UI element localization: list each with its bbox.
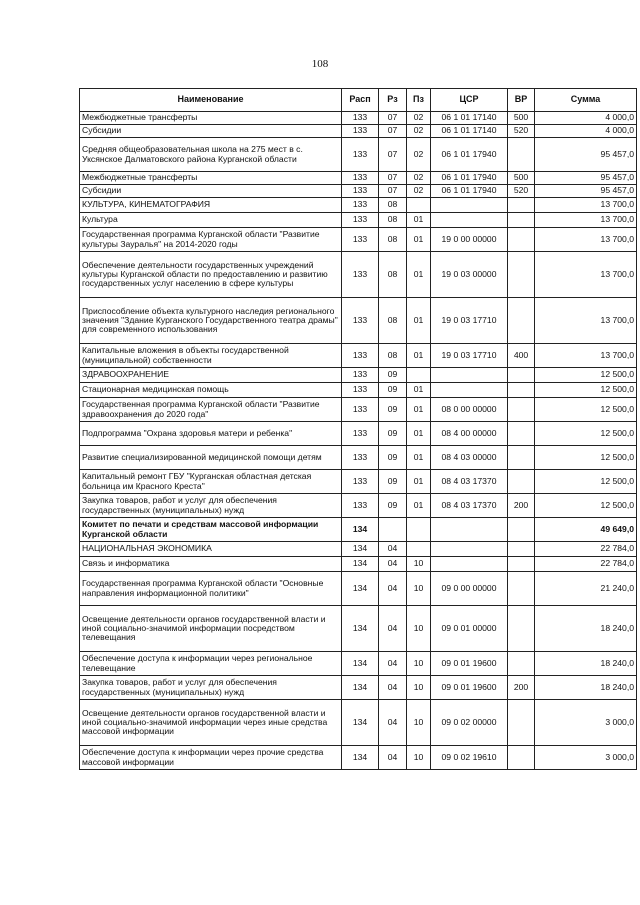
cell-sum: 18 240,0 bbox=[535, 676, 637, 700]
cell-vr bbox=[508, 542, 535, 557]
cell-csr: 08 4 03 17370 bbox=[431, 470, 508, 494]
cell-name: Капитальные вложения в объекты государственной (муниципальной) собственности bbox=[80, 344, 342, 368]
cell-sum: 12 500,0 bbox=[535, 494, 637, 518]
cell-rasp: 134 bbox=[342, 542, 379, 557]
cell-rasp: 134 bbox=[342, 518, 379, 542]
cell-rz: 04 bbox=[379, 557, 407, 572]
cell-name: Связь и информатика bbox=[80, 557, 342, 572]
table-row bbox=[80, 125, 637, 138]
table-row bbox=[80, 344, 637, 368]
cell-name: Государственная программа Курганской области "Основные направления информационной политики" bbox=[80, 572, 342, 606]
cell-rz: 04 bbox=[379, 542, 407, 557]
cell-name: Развитие специализированной медицинской помощи детям bbox=[80, 446, 342, 470]
cell-pz bbox=[407, 198, 431, 213]
cell-sum: 18 240,0 bbox=[535, 606, 637, 652]
cell-csr bbox=[431, 557, 508, 572]
cell-rasp: 133 bbox=[342, 344, 379, 368]
cell-pz: 10 bbox=[407, 606, 431, 652]
cell-rz: 04 bbox=[379, 606, 407, 652]
cell-sum: 95 457,0 bbox=[535, 138, 637, 172]
cell-csr: 06 1 01 17940 bbox=[431, 172, 508, 185]
column-header-rz: Рз bbox=[379, 89, 407, 112]
table-row bbox=[80, 112, 637, 125]
cell-vr bbox=[508, 252, 535, 298]
cell-name: Межбюджетные трансферты bbox=[80, 172, 342, 185]
cell-sum: 12 500,0 bbox=[535, 368, 637, 383]
cell-rz: 08 bbox=[379, 228, 407, 252]
cell-rasp: 133 bbox=[342, 252, 379, 298]
cell-name: Закупка товаров, работ и услуг для обеспечения государственных (муниципальных) нужд bbox=[80, 494, 342, 518]
cell-vr bbox=[508, 298, 535, 344]
cell-rz: 04 bbox=[379, 652, 407, 676]
cell-csr bbox=[431, 213, 508, 228]
cell-pz: 02 bbox=[407, 172, 431, 185]
table-body bbox=[80, 112, 637, 770]
cell-rasp: 133 bbox=[342, 298, 379, 344]
cell-name: Комитет по печати и средствам массовой информации Курганской области bbox=[80, 518, 342, 542]
table-row bbox=[80, 652, 637, 676]
cell-rz: 09 bbox=[379, 422, 407, 446]
cell-pz: 01 bbox=[407, 298, 431, 344]
cell-sum: 21 240,0 bbox=[535, 572, 637, 606]
cell-name: Обеспечение доступа к информации через прочие средства массовой информации bbox=[80, 746, 342, 770]
cell-rz: 09 bbox=[379, 383, 407, 398]
cell-vr bbox=[508, 700, 535, 746]
page-number: 108 bbox=[311, 58, 329, 70]
cell-rz: 08 bbox=[379, 213, 407, 228]
cell-pz: 10 bbox=[407, 700, 431, 746]
cell-rz: 04 bbox=[379, 572, 407, 606]
cell-name: Капитальный ремонт ГБУ "Курганская областная детская больница им Красного Креста" bbox=[80, 470, 342, 494]
cell-vr bbox=[508, 518, 535, 542]
cell-pz: 02 bbox=[407, 125, 431, 138]
table-row bbox=[80, 700, 637, 746]
column-header-pz: Пз bbox=[407, 89, 431, 112]
column-header-sum: Сумма bbox=[535, 89, 637, 112]
cell-name: Государственная программа Курганской области "Развитие здравоохранения до 2020 года" bbox=[80, 398, 342, 422]
table-row bbox=[80, 228, 637, 252]
cell-rasp: 134 bbox=[342, 746, 379, 770]
cell-vr bbox=[508, 368, 535, 383]
cell-csr bbox=[431, 368, 508, 383]
cell-pz: 01 bbox=[407, 344, 431, 368]
cell-csr: 08 0 00 00000 bbox=[431, 398, 508, 422]
cell-vr bbox=[508, 398, 535, 422]
cell-vr bbox=[508, 138, 535, 172]
cell-name: Субсидии bbox=[80, 125, 342, 138]
table-row bbox=[80, 368, 637, 383]
cell-name: Культура bbox=[80, 213, 342, 228]
cell-pz: 10 bbox=[407, 676, 431, 700]
column-header-csr: ЦСР bbox=[431, 89, 508, 112]
cell-name: Обеспечение доступа к информации через региональное телевещание bbox=[80, 652, 342, 676]
cell-csr: 19 0 00 00000 bbox=[431, 228, 508, 252]
cell-sum: 3 000,0 bbox=[535, 746, 637, 770]
cell-vr bbox=[508, 422, 535, 446]
cell-rz: 04 bbox=[379, 676, 407, 700]
cell-rasp: 133 bbox=[342, 138, 379, 172]
cell-sum: 13 700,0 bbox=[535, 228, 637, 252]
cell-pz: 10 bbox=[407, 652, 431, 676]
cell-csr: 06 1 01 17140 bbox=[431, 112, 508, 125]
cell-sum: 4 000,0 bbox=[535, 112, 637, 125]
cell-sum: 12 500,0 bbox=[535, 383, 637, 398]
cell-csr bbox=[431, 198, 508, 213]
cell-sum: 12 500,0 bbox=[535, 422, 637, 446]
cell-rasp: 134 bbox=[342, 700, 379, 746]
cell-csr: 06 1 01 17140 bbox=[431, 125, 508, 138]
table-row bbox=[80, 252, 637, 298]
cell-vr: 500 bbox=[508, 172, 535, 185]
cell-name: Освещение деятельности органов государственной власти и иной социально-значимой информации через иные средства массовой информации bbox=[80, 700, 342, 746]
cell-name: ЗДРАВООХРАНЕНИЕ bbox=[80, 368, 342, 383]
cell-csr: 09 0 01 00000 bbox=[431, 606, 508, 652]
cell-rz: 07 bbox=[379, 125, 407, 138]
cell-pz bbox=[407, 518, 431, 542]
cell-sum: 12 500,0 bbox=[535, 470, 637, 494]
cell-pz: 01 bbox=[407, 446, 431, 470]
table-header-row bbox=[80, 89, 637, 112]
cell-rz: 07 bbox=[379, 185, 407, 198]
cell-name: Средняя общеобразовательная школа на 275 мест в с. Уксянское Далматовского района Курганской области bbox=[80, 138, 342, 172]
table-row bbox=[80, 172, 637, 185]
cell-rasp: 134 bbox=[342, 676, 379, 700]
cell-vr bbox=[508, 446, 535, 470]
table-row bbox=[80, 676, 637, 700]
cell-rasp: 133 bbox=[342, 125, 379, 138]
cell-pz: 02 bbox=[407, 185, 431, 198]
cell-sum: 4 000,0 bbox=[535, 125, 637, 138]
cell-sum: 13 700,0 bbox=[535, 298, 637, 344]
column-header-vr: ВР bbox=[508, 89, 535, 112]
table-row bbox=[80, 422, 637, 446]
cell-rz: 09 bbox=[379, 470, 407, 494]
cell-pz: 10 bbox=[407, 572, 431, 606]
cell-pz: 10 bbox=[407, 557, 431, 572]
cell-rasp: 134 bbox=[342, 557, 379, 572]
table-row bbox=[80, 518, 637, 542]
cell-sum: 95 457,0 bbox=[535, 172, 637, 185]
cell-pz bbox=[407, 368, 431, 383]
cell-vr bbox=[508, 198, 535, 213]
cell-sum: 22 784,0 bbox=[535, 542, 637, 557]
cell-csr: 06 1 01 17940 bbox=[431, 138, 508, 172]
cell-sum: 13 700,0 bbox=[535, 213, 637, 228]
table-row bbox=[80, 446, 637, 470]
cell-pz: 01 bbox=[407, 383, 431, 398]
cell-sum: 3 000,0 bbox=[535, 700, 637, 746]
cell-vr: 200 bbox=[508, 494, 535, 518]
cell-csr: 06 1 01 17940 bbox=[431, 185, 508, 198]
table-row bbox=[80, 557, 637, 572]
cell-rasp: 134 bbox=[342, 572, 379, 606]
cell-name: Межбюджетные трансферты bbox=[80, 112, 342, 125]
cell-rasp: 133 bbox=[342, 368, 379, 383]
cell-csr bbox=[431, 542, 508, 557]
cell-vr: 200 bbox=[508, 676, 535, 700]
cell-rasp: 134 bbox=[342, 606, 379, 652]
cell-rasp: 133 bbox=[342, 422, 379, 446]
cell-rz: 08 bbox=[379, 252, 407, 298]
table-row bbox=[80, 213, 637, 228]
cell-vr: 500 bbox=[508, 112, 535, 125]
cell-csr: 19 0 03 17710 bbox=[431, 344, 508, 368]
cell-name: Подпрограмма "Охрана здоровья матери и ребенка" bbox=[80, 422, 342, 446]
cell-sum: 13 700,0 bbox=[535, 344, 637, 368]
cell-pz: 01 bbox=[407, 228, 431, 252]
cell-vr bbox=[508, 746, 535, 770]
cell-rasp: 133 bbox=[342, 213, 379, 228]
table-row bbox=[80, 398, 637, 422]
cell-pz: 01 bbox=[407, 494, 431, 518]
cell-csr: 09 0 01 19600 bbox=[431, 676, 508, 700]
table-row bbox=[80, 185, 637, 198]
cell-rz: 09 bbox=[379, 398, 407, 422]
cell-csr: 19 0 03 17710 bbox=[431, 298, 508, 344]
table-row bbox=[80, 470, 637, 494]
cell-csr: 19 0 03 00000 bbox=[431, 252, 508, 298]
cell-rz: 08 bbox=[379, 344, 407, 368]
cell-csr bbox=[431, 518, 508, 542]
cell-vr: 520 bbox=[508, 185, 535, 198]
cell-sum: 22 784,0 bbox=[535, 557, 637, 572]
table-row bbox=[80, 572, 637, 606]
cell-rasp: 133 bbox=[342, 112, 379, 125]
cell-rz: 04 bbox=[379, 700, 407, 746]
cell-csr: 09 0 02 00000 bbox=[431, 700, 508, 746]
cell-rasp: 133 bbox=[342, 228, 379, 252]
cell-pz: 02 bbox=[407, 112, 431, 125]
cell-rz: 04 bbox=[379, 746, 407, 770]
cell-sum: 18 240,0 bbox=[535, 652, 637, 676]
column-header-rasp: Расп bbox=[342, 89, 379, 112]
cell-pz: 02 bbox=[407, 138, 431, 172]
cell-vr: 520 bbox=[508, 125, 535, 138]
table-row bbox=[80, 494, 637, 518]
cell-rz: 08 bbox=[379, 198, 407, 213]
table-row bbox=[80, 542, 637, 557]
cell-rasp: 133 bbox=[342, 446, 379, 470]
cell-name: НАЦИОНАЛЬНАЯ ЭКОНОМИКА bbox=[80, 542, 342, 557]
cell-rz: 09 bbox=[379, 494, 407, 518]
cell-name: Обеспечение деятельности государственных учреждений культуры Курганской области по предоставлению и развитию государственных услуг населению в сфере культуры bbox=[80, 252, 342, 298]
column-header-name: Наименование bbox=[80, 89, 342, 112]
cell-rz: 07 bbox=[379, 138, 407, 172]
table-row bbox=[80, 198, 637, 213]
cell-vr bbox=[508, 652, 535, 676]
cell-rz: 07 bbox=[379, 172, 407, 185]
cell-vr bbox=[508, 228, 535, 252]
table-row bbox=[80, 606, 637, 652]
cell-vr bbox=[508, 383, 535, 398]
cell-vr bbox=[508, 470, 535, 494]
cell-pz: 10 bbox=[407, 746, 431, 770]
cell-rasp: 133 bbox=[342, 494, 379, 518]
cell-csr: 08 4 03 00000 bbox=[431, 446, 508, 470]
table-row bbox=[80, 383, 637, 398]
cell-pz: 01 bbox=[407, 252, 431, 298]
cell-vr bbox=[508, 572, 535, 606]
cell-csr: 09 0 00 00000 bbox=[431, 572, 508, 606]
cell-rz: 08 bbox=[379, 298, 407, 344]
cell-rasp: 133 bbox=[342, 198, 379, 213]
cell-pz: 01 bbox=[407, 398, 431, 422]
cell-sum: 12 500,0 bbox=[535, 446, 637, 470]
cell-pz: 01 bbox=[407, 470, 431, 494]
cell-csr: 09 0 02 19610 bbox=[431, 746, 508, 770]
cell-rasp: 134 bbox=[342, 652, 379, 676]
cell-vr: 400 bbox=[508, 344, 535, 368]
cell-rasp: 133 bbox=[342, 185, 379, 198]
cell-name: Стационарная медицинская помощь bbox=[80, 383, 342, 398]
budget-table bbox=[79, 88, 637, 770]
cell-sum: 13 700,0 bbox=[535, 252, 637, 298]
cell-sum: 13 700,0 bbox=[535, 198, 637, 213]
cell-sum: 49 649,0 bbox=[535, 518, 637, 542]
cell-name: Приспособление объекта культурного наследия регионального значения "Здание Курганского Государственного театра драмы" для современного использования bbox=[80, 298, 342, 344]
cell-csr: 08 4 00 00000 bbox=[431, 422, 508, 446]
cell-pz: 01 bbox=[407, 213, 431, 228]
cell-rasp: 133 bbox=[342, 383, 379, 398]
cell-csr bbox=[431, 383, 508, 398]
cell-vr bbox=[508, 557, 535, 572]
cell-csr: 09 0 01 19600 bbox=[431, 652, 508, 676]
table-row bbox=[80, 138, 637, 172]
cell-pz bbox=[407, 542, 431, 557]
cell-vr bbox=[508, 606, 535, 652]
cell-name: Субсидии bbox=[80, 185, 342, 198]
cell-vr bbox=[508, 213, 535, 228]
cell-rasp: 133 bbox=[342, 398, 379, 422]
cell-name: КУЛЬТУРА, КИНЕМАТОГРАФИЯ bbox=[80, 198, 342, 213]
cell-rz bbox=[379, 518, 407, 542]
cell-rz: 07 bbox=[379, 112, 407, 125]
cell-rz: 09 bbox=[379, 368, 407, 383]
cell-name: Государственная программа Курганской области "Развитие культуры Зауралья" на 2014-2020 годы bbox=[80, 228, 342, 252]
cell-sum: 95 457,0 bbox=[535, 185, 637, 198]
cell-rasp: 133 bbox=[342, 470, 379, 494]
cell-csr: 08 4 03 17370 bbox=[431, 494, 508, 518]
cell-pz: 01 bbox=[407, 422, 431, 446]
cell-sum: 12 500,0 bbox=[535, 398, 637, 422]
table-row bbox=[80, 298, 637, 344]
table-row bbox=[80, 746, 637, 770]
cell-rz: 09 bbox=[379, 446, 407, 470]
cell-name: Освещение деятельности органов государственной власти и иной социально-значимой информации посредством телевещания bbox=[80, 606, 342, 652]
cell-name: Закупка товаров, работ и услуг для обеспечения государственных (муниципальных) нужд bbox=[80, 676, 342, 700]
cell-rasp: 133 bbox=[342, 172, 379, 185]
